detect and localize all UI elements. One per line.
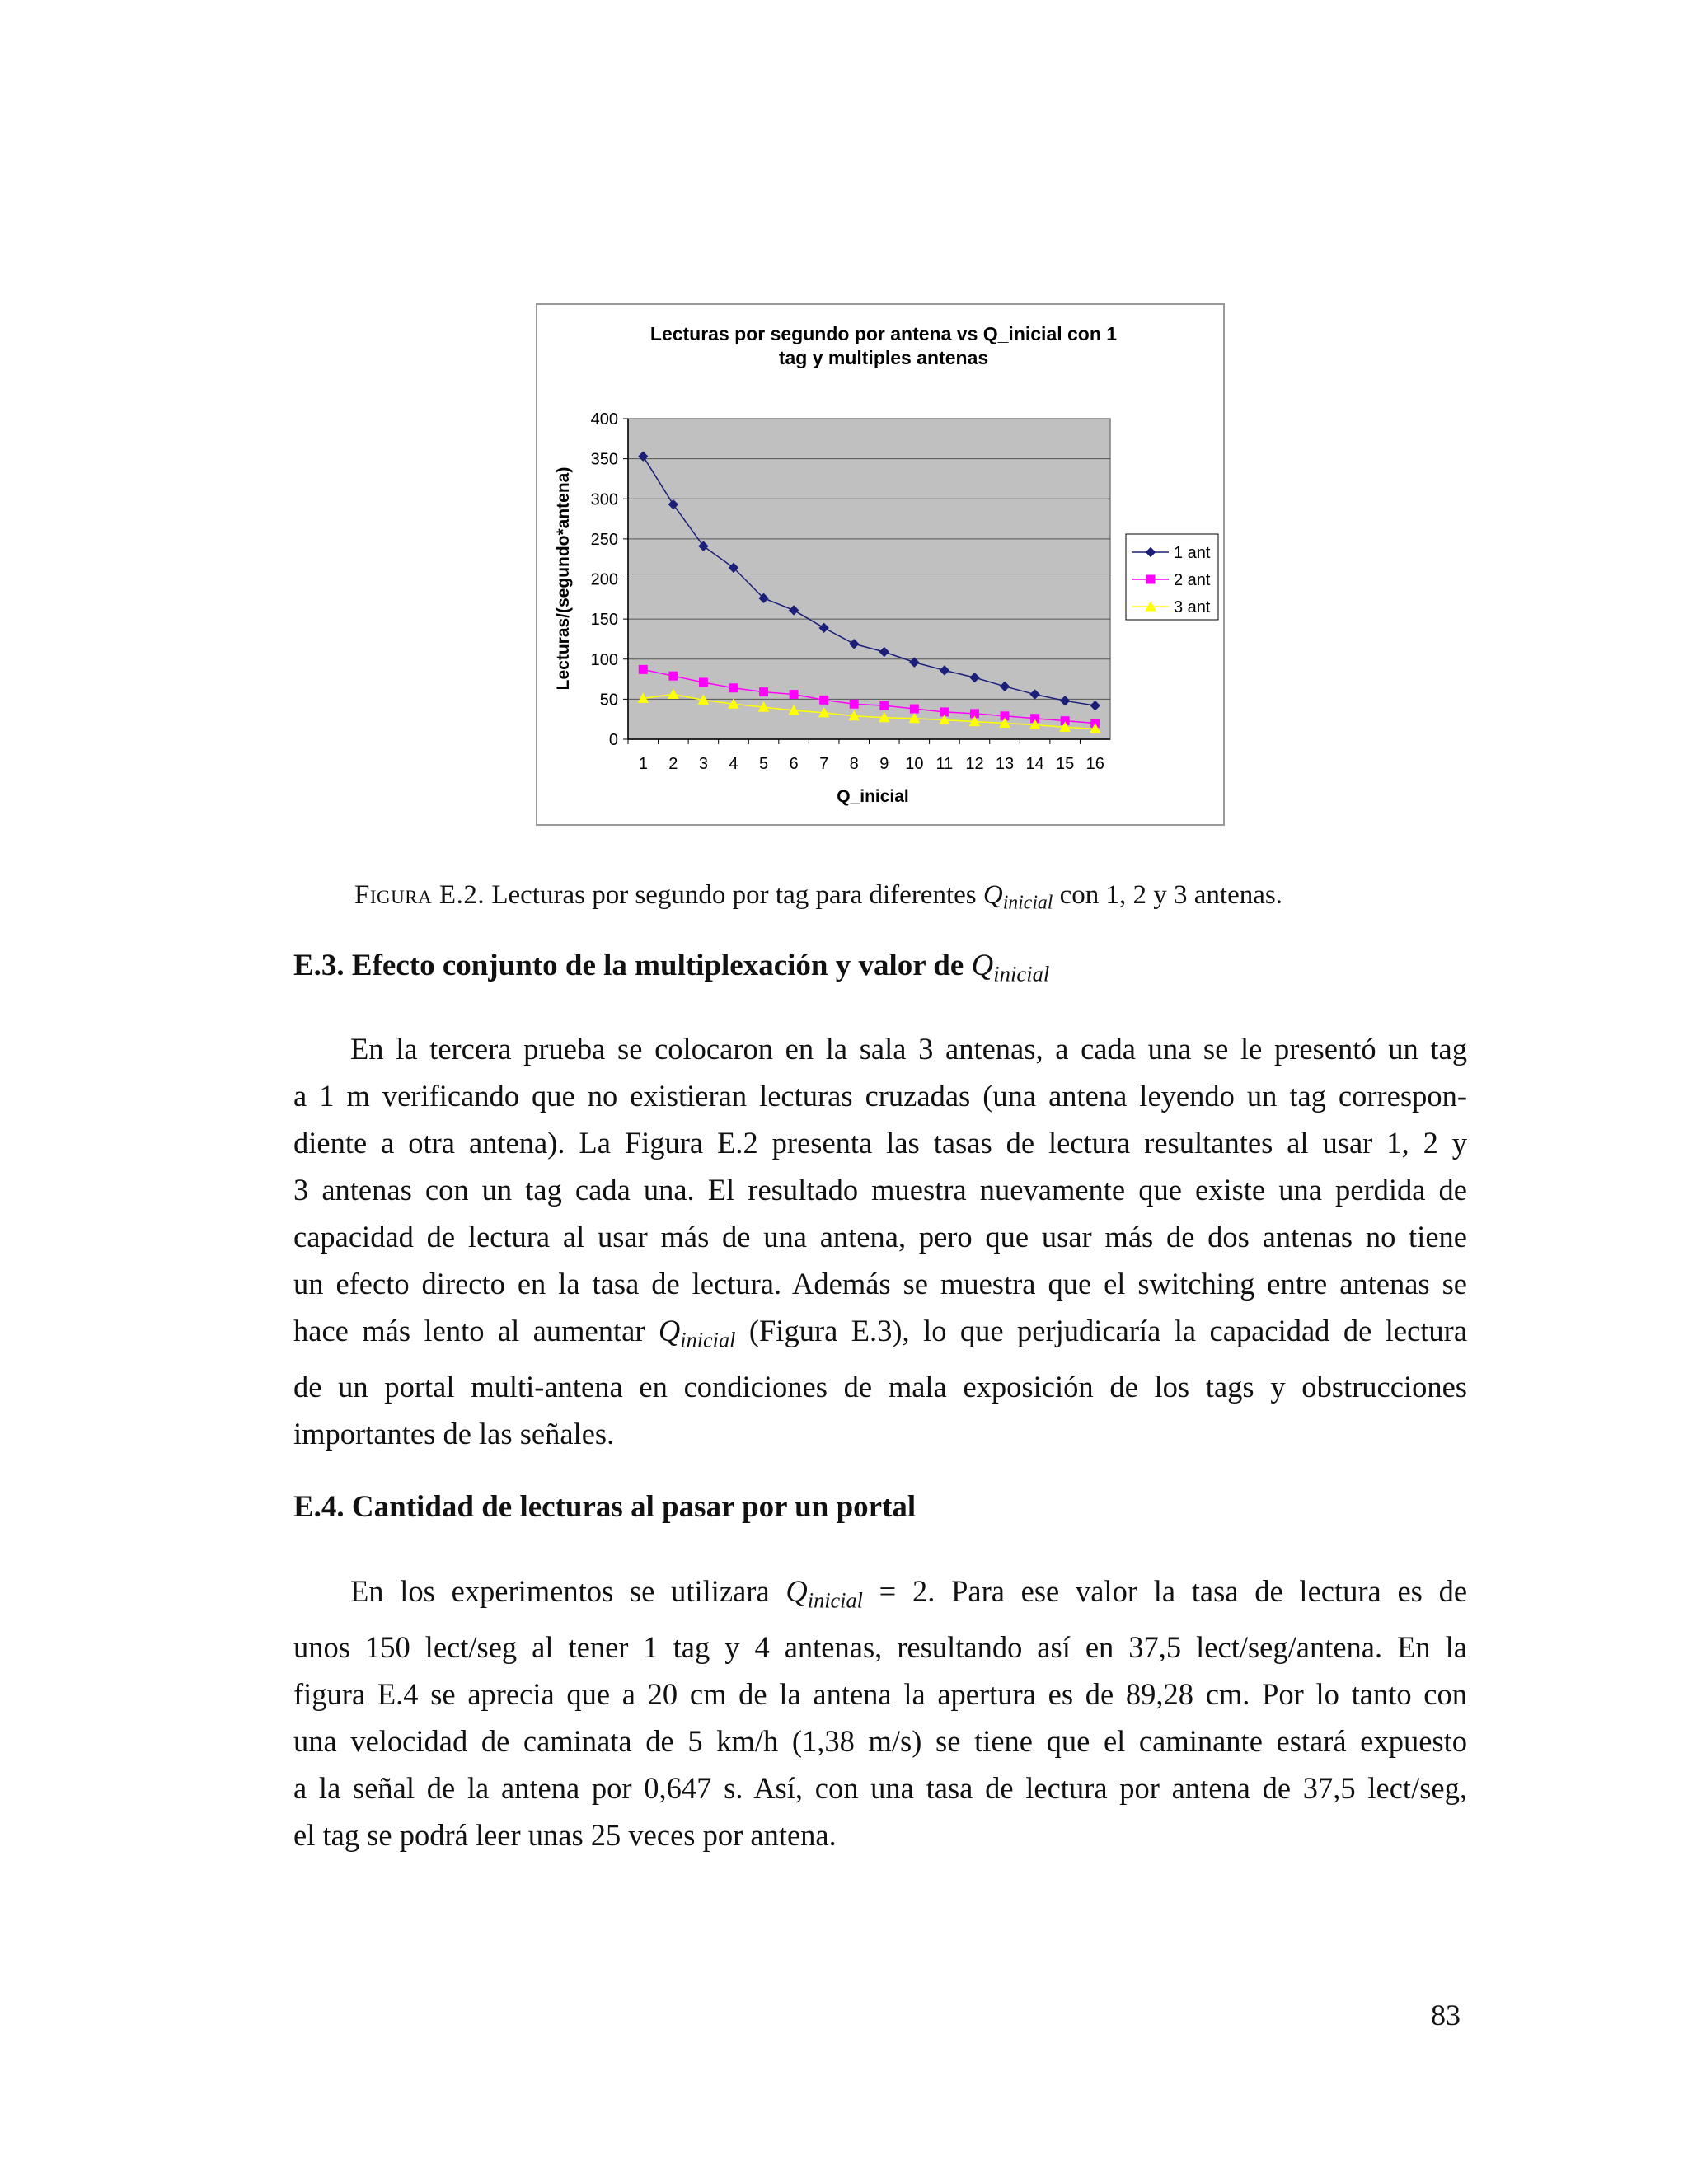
y-tick-label: 200 [590,570,618,589]
inline-math-sub: inicial [680,1328,736,1352]
paragraph-e4 [293,1568,1467,1858]
heading-math-sub: inicial [993,961,1050,987]
section-heading-e3-math [971,949,1050,987]
x-tick-label: 14 [1025,755,1044,773]
data-point [910,705,918,713]
x-tick-label: 8 [849,755,859,773]
paragraph-line: una velocidad de caminata de 5 km/h (1,38 m/s) se tiene que el caminante estará expuesto [293,1724,1467,1759]
y-tick-label: 0 [608,731,618,749]
paragraph-line: 3 antenas con un tag cada una. El resultado muestra nuevamente que existe una perdida de [293,1173,1467,1207]
inline-math [658,1314,736,1352]
inline-math-sub: inicial [807,1588,863,1613]
chart-figure [536,303,1225,826]
inline-math [785,1574,863,1613]
inline-math-rest: = 2. [879,1574,935,1608]
y-tick-label: 100 [590,650,618,669]
x-tick-label: 16 [1085,755,1104,773]
section-heading-e3-text: E.3. Efecto conjunto de la multiplexación y valor de [293,949,964,982]
line-text: hace más lento al aumentar [293,1314,645,1347]
y-tick-label: 300 [590,490,618,509]
y-tick-label: 150 [590,611,618,630]
caption-math [982,880,1053,914]
caption-math-base: Q [982,880,1003,910]
x-tick-label: 12 [965,755,984,773]
y-axis-label: Lecturas/(segundo*antena) [554,466,573,691]
paragraph-line: capacidad de lectura al usar más de una antena, pero que usar más de dos antenas no tiene [293,1220,1467,1254]
line-chart [537,305,1223,824]
x-tick-label: 1 [638,755,648,773]
x-tick-label: 11 [935,755,954,773]
caption-label: Figura E.2. [354,880,485,910]
x-tick-label: 15 [1056,755,1075,773]
legend-label: 2 ant [1174,571,1211,589]
page-number: 83 [1431,1999,1461,2032]
inline-math-base: Q [785,1574,808,1608]
paragraph-line-with-math [293,1307,1467,1363]
paragraph-e3 [293,1025,1467,1457]
legend-label: 1 ant [1174,544,1211,562]
paragraph-line: diente a otra antena). La Figura E.2 presenta las tasas de lectura resultantes al usar 1, 2 y [293,1126,1467,1160]
data-point [729,684,738,692]
line-text: (Figura E.3), lo que perjudicaría la capacidad de lectura [748,1314,1468,1347]
section-heading-e3 [293,948,1049,987]
chart-title-line-2: tag y multiples antenas [778,347,989,368]
caption-text-before: Lecturas por segundo por tag para diferentes [491,880,977,910]
section-heading-e4-text: E.4. Cantidad de lecturas al pasar por un portal [293,1490,917,1524]
caption-math-sub: inicial [1002,892,1053,914]
caption-text-after: con 1, 2 y 3 antenas. [1059,880,1282,910]
data-point [850,700,858,708]
y-tick-label: 400 [590,410,618,429]
data-point [699,678,707,687]
x-axis-label: Q_inicial [837,787,909,806]
x-tick-label: 4 [729,755,738,773]
section-heading-e4 [293,1489,916,1525]
data-point [880,701,889,710]
heading-math-base: Q [971,949,994,982]
x-tick-label: 5 [758,755,769,773]
x-tick-label: 7 [819,755,829,773]
y-tick-label: 50 [599,691,618,710]
y-tick-label: 250 [590,530,618,549]
x-tick-label: 3 [698,755,708,773]
x-tick-label: 13 [995,755,1015,773]
x-tick-label: 10 [905,755,924,773]
data-point [669,672,678,680]
legend-label: 3 ant [1174,598,1211,616]
paragraph-line-with-math [293,1568,1467,1624]
paragraph-line: importantes de las señales. [293,1417,615,1451]
legend [1126,534,1218,620]
figure-caption [354,880,1426,915]
x-tick-label: 2 [668,755,678,773]
paragraph-line: a la señal de la antena por 0,647 s. Así, con una tasa de lectura por antena de 37,5 lect/seg, [293,1771,1467,1806]
paragraph-line: a 1 m verificando que no existieran lecturas cruzadas (una antena leyendo un tag correspon- [293,1079,1467,1113]
paragraph-line: el tag se podrá leer unas 25 veces por antena. [293,1818,837,1853]
paragraph-line: unos 150 lect/seg al tener 1 tag y 4 antenas, resultando así en 37,5 lect/seg/antena. En la [293,1630,1467,1665]
data-point [790,691,798,699]
data-point [760,688,768,696]
paragraph-line: En la tercera prueba se colocaron en la sala 3 antenas, a cada una se le presentó un tag [350,1032,1467,1066]
data-point [820,696,828,704]
chart-title-line-1: Lecturas por segundo por antena vs Q_inicial con 1 [649,323,1118,344]
paragraph-line: figura E.4 se aprecia que a 20 cm de la antena la apertura es de 89,28 cm. Por lo tanto con [293,1677,1467,1712]
paragraph-line: de un portal multi-antena en condiciones de mala exposición de los tags y obstrucciones [293,1370,1467,1404]
line-text: Para ese valor la tasa de lectura es de [951,1574,1468,1608]
y-axis-ticks [591,410,628,749]
data-point [639,665,647,673]
x-tick-label: 9 [879,755,889,773]
y-tick-label: 350 [590,450,618,469]
line-text: En los experimentos se utilizara [350,1574,770,1608]
x-tick-label: 6 [789,755,799,773]
inline-math-base: Q [658,1314,681,1347]
legend-marker [1146,575,1155,583]
paragraph-line: un efecto directo en la tasa de lectura. Además se muestra que el switching entre antenas se [293,1267,1467,1301]
